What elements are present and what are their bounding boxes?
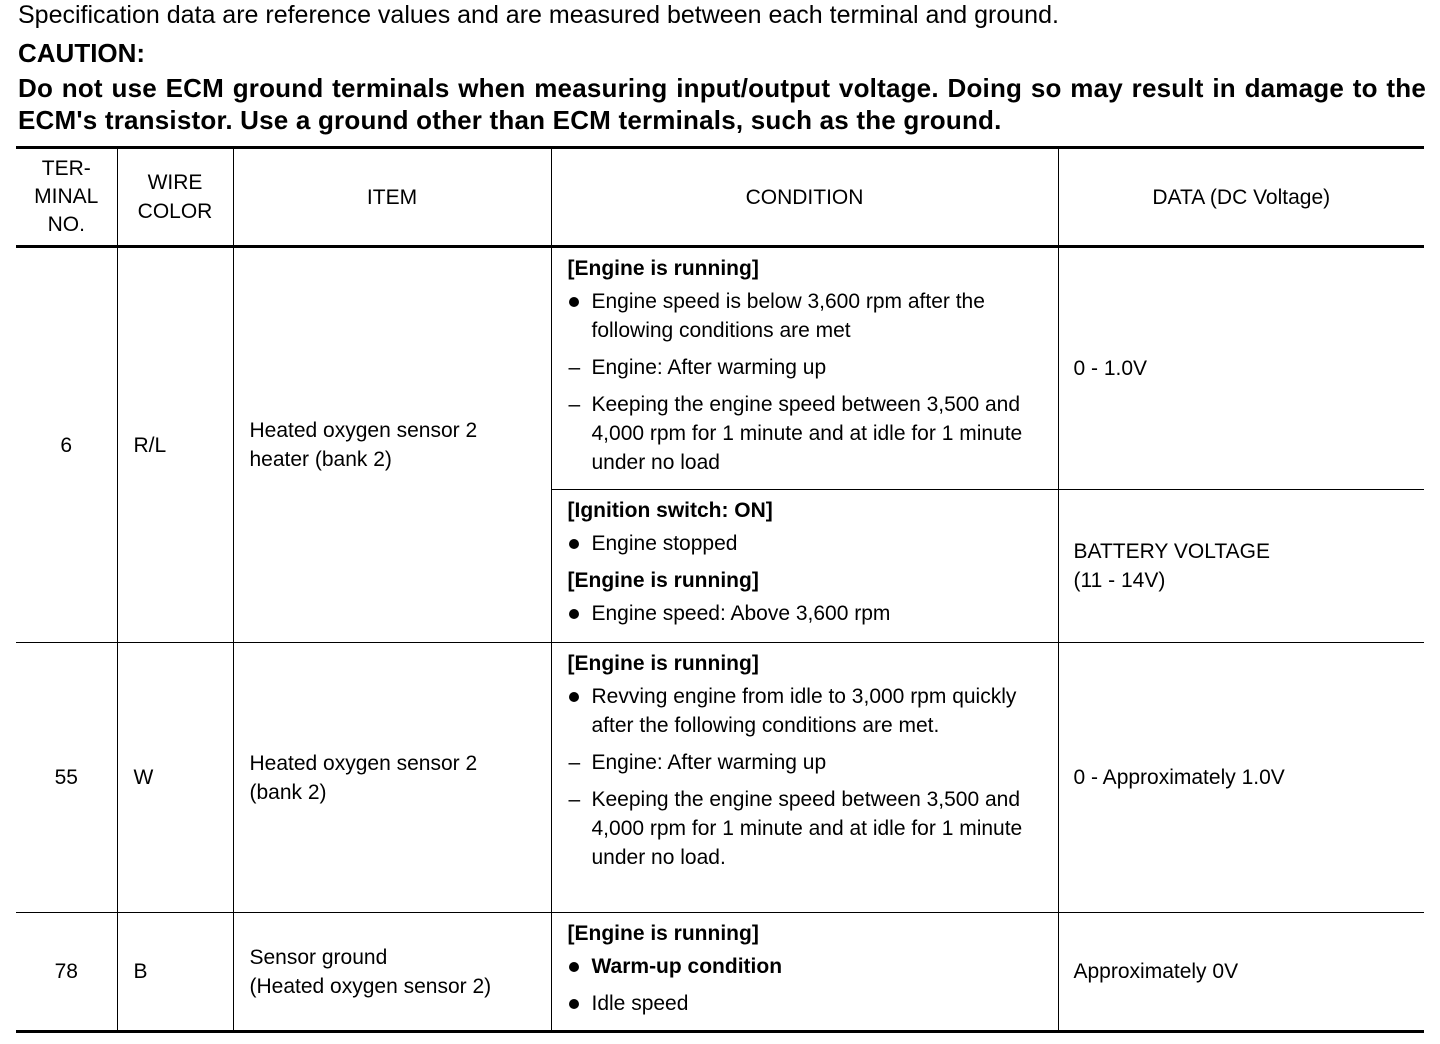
terminal-no-cell: 55 bbox=[16, 643, 117, 913]
item-cell bbox=[233, 913, 551, 1032]
header-wire-line: WIRE bbox=[147, 171, 203, 194]
condition-heading: [Engine is running] bbox=[567, 569, 759, 592]
dash-marker: – bbox=[568, 356, 581, 379]
condition-item bbox=[568, 952, 1044, 981]
item-cell bbox=[233, 247, 551, 643]
condition-item bbox=[568, 682, 1044, 740]
data-line: 0 - 1.0V bbox=[1073, 357, 1148, 380]
dash-marker: – bbox=[568, 788, 581, 811]
header-data: DATA (DC Voltage) bbox=[1058, 148, 1424, 247]
condition-text: Engine: After warming up bbox=[591, 751, 827, 774]
condition-text: Keeping the engine speed between 3,500 and 4,000 rpm for 1 minute and at idle for 1 minute under no load bbox=[591, 393, 1023, 474]
caution-heading: CAUTION: bbox=[18, 38, 146, 68]
table-header bbox=[16, 148, 1424, 247]
data-cell bbox=[1058, 247, 1424, 490]
header-terminal-line: NO. bbox=[47, 213, 85, 236]
bullet-icon bbox=[569, 962, 579, 972]
bullet-icon bbox=[569, 297, 579, 307]
condition-item bbox=[568, 748, 1044, 777]
header-terminal-line: MINAL bbox=[34, 185, 99, 208]
condition-text: Engine stopped bbox=[591, 532, 738, 555]
condition-text: Keeping the engine speed between 3,500 and 4,000 rpm for 1 minute and at idle for 1 minute under no load. bbox=[591, 788, 1023, 869]
condition-item bbox=[568, 287, 1044, 345]
condition-text: Engine: After warming up bbox=[591, 356, 827, 379]
bullet-icon bbox=[569, 999, 579, 1009]
data-cell bbox=[1058, 490, 1424, 643]
wire-color-cell: B bbox=[117, 913, 233, 1032]
condition-item bbox=[568, 989, 1044, 1018]
caution-text: Do not use ECM ground terminals when measuring input/output voltage. Doing so may result in damage to the ECM's transistor. Use a ground other than ECM terminals, such as the ground. bbox=[18, 73, 1426, 135]
data-line: BATTERY VOLTAGE bbox=[1073, 540, 1270, 563]
terminal-no-cell: 78 bbox=[16, 913, 117, 1032]
table-row bbox=[16, 247, 1424, 490]
item-line: Heated oxygen sensor 2 bbox=[249, 419, 478, 442]
terminal-no-cell: 6 bbox=[16, 247, 117, 643]
condition-heading: [Ignition switch: ON] bbox=[567, 499, 773, 522]
terminal-spec-table bbox=[16, 146, 1424, 1033]
condition-item bbox=[568, 599, 1044, 628]
condition-item bbox=[568, 785, 1044, 872]
header-terminal-no bbox=[16, 148, 117, 247]
table-row bbox=[16, 643, 1424, 913]
condition-heading: [Engine is running] bbox=[567, 652, 759, 675]
table-row bbox=[16, 913, 1424, 1032]
item-line: (bank 2) bbox=[249, 780, 327, 804]
data-line: Approximately 0V bbox=[1073, 960, 1239, 983]
bullet-icon bbox=[569, 609, 579, 619]
condition-text: Engine speed: Above 3,600 rpm bbox=[591, 602, 891, 625]
condition-item bbox=[568, 353, 1044, 382]
item-line: Heated oxygen sensor 2 bbox=[249, 751, 478, 775]
bullet-icon bbox=[569, 692, 579, 702]
item-cell bbox=[233, 643, 551, 913]
item-line: heater (bank 2) bbox=[249, 448, 392, 471]
condition-cell bbox=[551, 247, 1058, 490]
condition-text: Engine speed is below 3,600 rpm after the following conditions are met bbox=[591, 290, 985, 342]
header-wire-line: COLOR bbox=[137, 200, 213, 223]
bullet-icon bbox=[569, 539, 579, 549]
data-line: 0 - Approximately 1.0V bbox=[1073, 766, 1285, 789]
wire-color-cell: W bbox=[117, 643, 233, 913]
data-line: (11 - 14V) bbox=[1073, 569, 1166, 592]
dash-marker: – bbox=[568, 393, 581, 416]
item-line: Sensor ground bbox=[249, 945, 388, 969]
condition-cell bbox=[551, 913, 1058, 1032]
item-line: (Heated oxygen sensor 2) bbox=[249, 974, 492, 998]
intro-text: Specification data are reference values and are measured between each terminal and ground. bbox=[18, 1, 1059, 29]
condition-text: Idle speed bbox=[591, 992, 689, 1015]
condition-item bbox=[568, 529, 1044, 558]
header-wire-color bbox=[117, 148, 233, 247]
condition-item bbox=[568, 390, 1044, 477]
condition-cell bbox=[551, 643, 1058, 913]
header-terminal-line: TER- bbox=[41, 157, 91, 180]
table-body bbox=[16, 247, 1424, 1032]
header-condition: CONDITION bbox=[551, 148, 1058, 247]
header-item: ITEM bbox=[233, 148, 551, 247]
condition-cell bbox=[551, 490, 1058, 643]
wire-color-cell: R/L bbox=[117, 247, 233, 643]
condition-text: Warm-up condition bbox=[591, 955, 783, 978]
data-cell bbox=[1058, 913, 1424, 1032]
condition-heading: [Engine is running] bbox=[567, 922, 759, 945]
condition-text: Revving engine from idle to 3,000 rpm quickly after the following conditions are met. bbox=[591, 685, 1017, 737]
data-cell bbox=[1058, 643, 1424, 913]
dash-marker: – bbox=[568, 751, 581, 774]
condition-heading: [Engine is running] bbox=[567, 257, 759, 280]
